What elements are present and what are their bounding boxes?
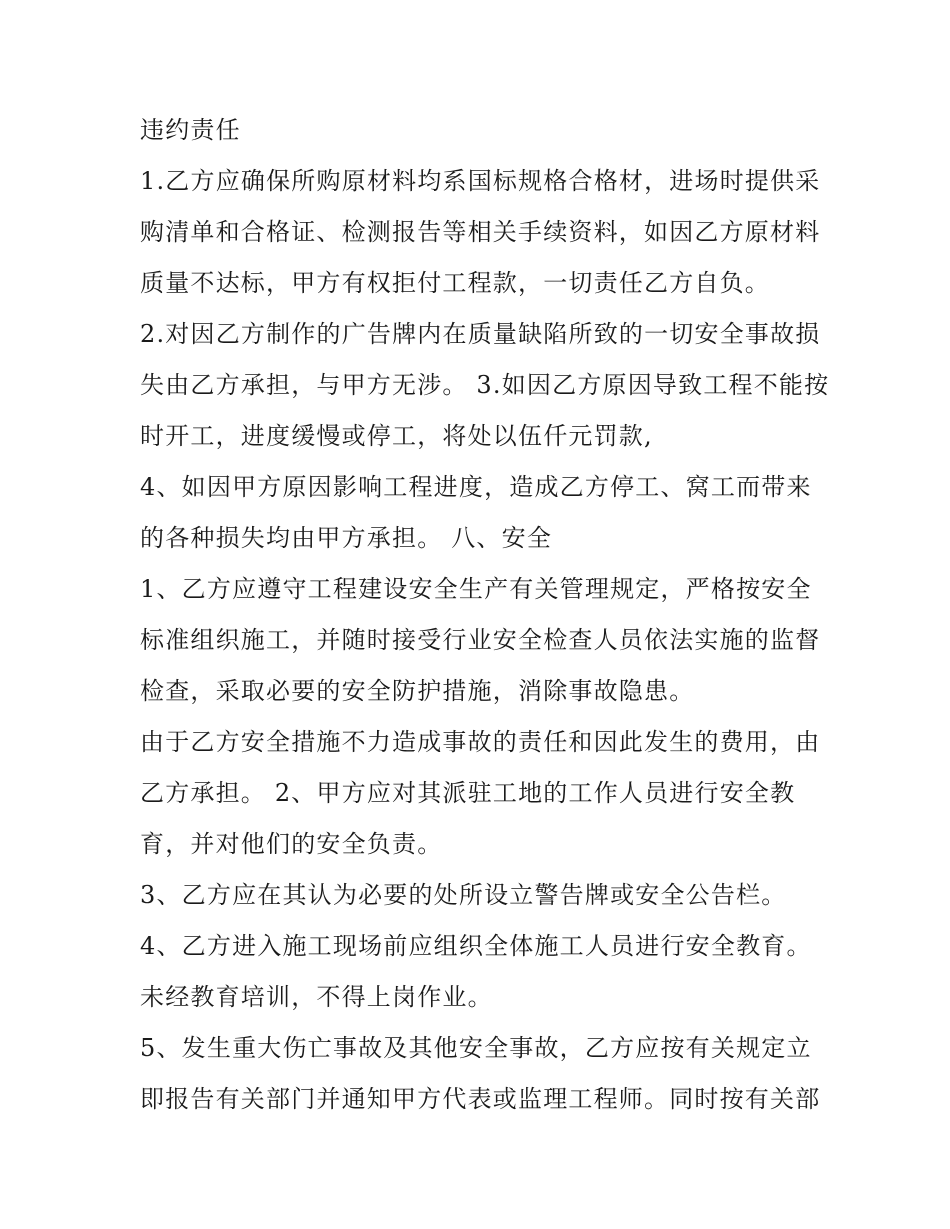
- text-line: 质量不达标，甲方有权拒付工程款，一切责任乙方自负。: [140, 269, 770, 297]
- text-line: 标准组织施工，并随时接受行业安全检查人员依法实施的监督: [140, 626, 821, 654]
- text-line: 购清单和合格证、检测报告等相关手续资料，如因乙方原材料: [140, 218, 821, 246]
- text-line: 4、如因甲方原因影响工程进度，造成乙方停工、窝工而带来: [140, 473, 812, 501]
- text-line: 检查，采取必要的安全防护措施，消除事故隐患。: [140, 677, 695, 705]
- text-line: 1、乙方应遵守工程建设安全生产有关管理规定，严格按安全: [140, 575, 812, 603]
- text-line: 未经教育培训，不得上岗作业。: [140, 983, 493, 1011]
- text-line: 乙方承担。 2、甲方应对其派驻工地的工作人员进行安全教: [140, 779, 796, 807]
- document-body: [140, 105, 830, 1125]
- text-line: 即报告有关部门并通知甲方代表或监理工程师。同时按有关部: [140, 1085, 821, 1113]
- text-line: 的各种损失均由甲方承担。 八、安全: [140, 524, 553, 552]
- text-line: 5、发生重大伤亡事故及其他安全事故，乙方应按有关规定立: [140, 1034, 812, 1062]
- text-line: 由于乙方安全措施不力造成事故的责任和因此发生的费用，由: [140, 728, 821, 756]
- text-line: 时开工，进度缓慢或停工，将处以伍仟元罚款,: [140, 422, 653, 450]
- text-line: 失由乙方承担，与甲方无涉。 3.如因乙方原因导致工程不能按: [140, 371, 830, 399]
- text-line: 育，并对他们的安全负责。: [140, 830, 443, 858]
- section-heading: 违约责任: [140, 116, 241, 144]
- text-line: 2.对因乙方制作的广告牌内在质量缺陷所致的一切安全事故损: [140, 320, 821, 348]
- text-line: 4、乙方进入施工现场前应组织全体施工人员进行安全教育。: [140, 932, 812, 960]
- text-line: 1.乙方应确保所购原材料均系国标规格合格材，进场时提供采: [140, 167, 821, 195]
- text-line: 3、乙方应在其认为必要的处所设立警告牌或安全公告栏。: [140, 881, 787, 909]
